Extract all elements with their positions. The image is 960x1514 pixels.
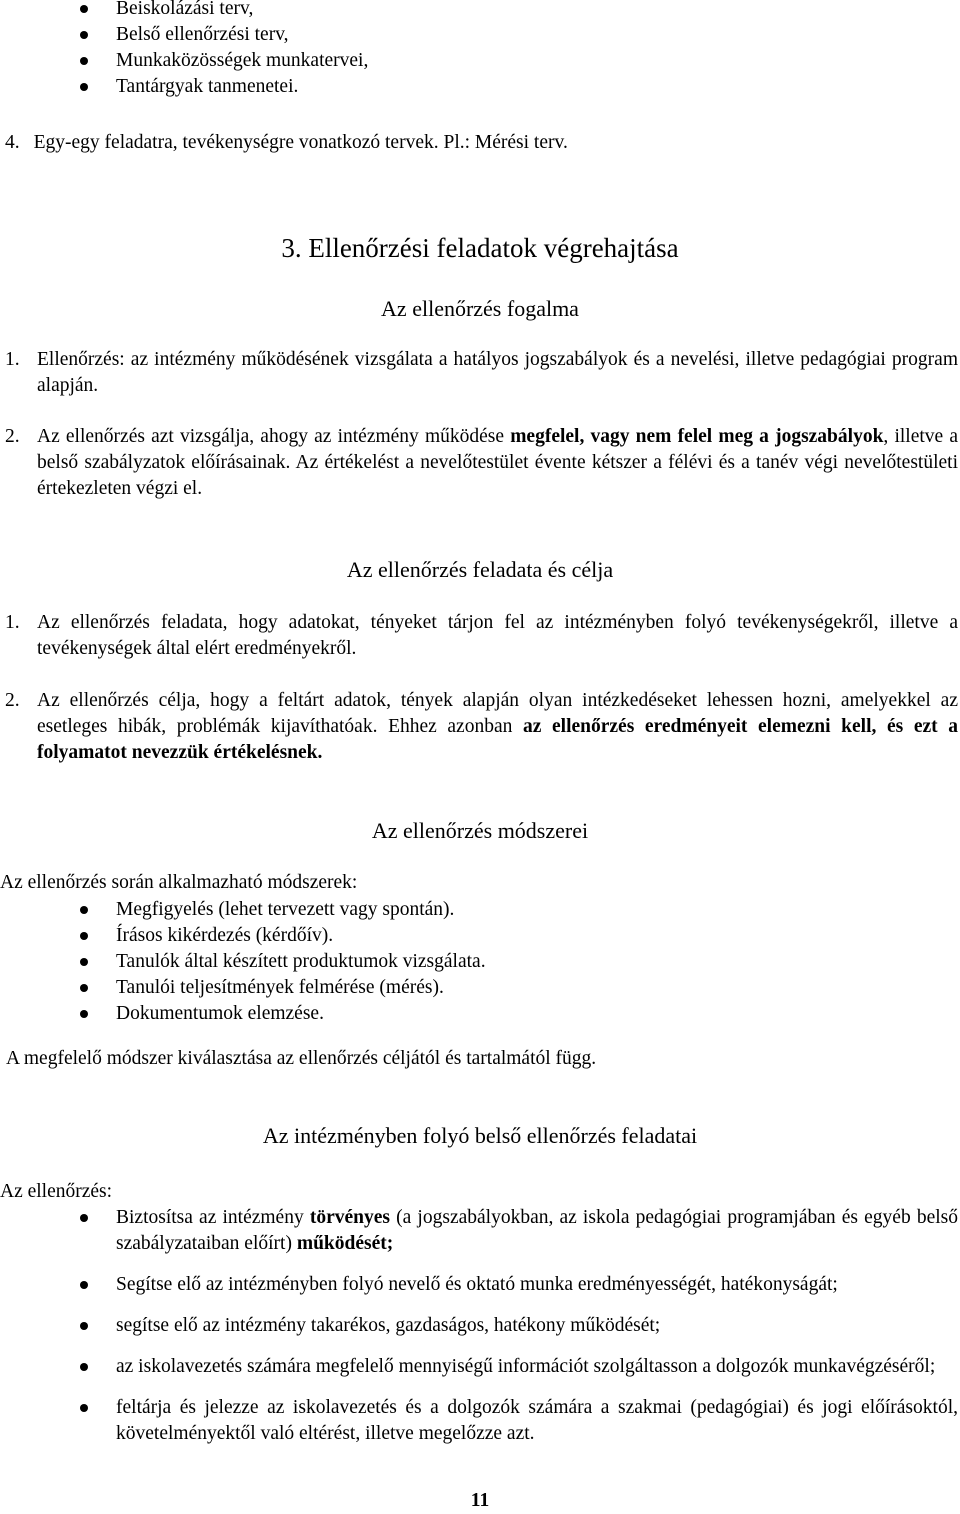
bullet-icon [80, 57, 88, 65]
list-item: Írásos kikérdezés (kérdőív). [0, 923, 960, 949]
bullet-icon [80, 31, 88, 39]
bullet-icon [80, 906, 88, 914]
section-title-fogalma: Az ellenőrzés fogalma [381, 296, 579, 321]
list-item: Megfigyelés (lehet tervezett vagy spontán). [0, 897, 960, 923]
paragraph-fogalma-1: 1. Ellenőrzés: az intézmény működésének vizsgálata a hatályos jogszabályok és a nevelési, illetve pedagógiai program alapján. [5, 349, 958, 396]
list-item: segítse elő az intézmény takarékos, gazdaságos, hatékony működését; [0, 1313, 960, 1339]
list-item: Tanulók által készített produktumok vizsgálata. [0, 949, 960, 975]
numbered-item-4: 4. Egy-egy feladatra, tevékenységre vonatkozó tervek. Pl.: Mérési terv. [5, 132, 568, 153]
chapter-title: 3. Ellenőrzési feladatok végrehajtása [281, 233, 679, 263]
paragraph-fogalma-2: 2. Az ellenőrzés azt vizsgálja, ahogy az intézmény működése megfelel, vagy nem felel meg a jogszabályok, illetve a belső szabályzatok előírásainak. Az értékelést a nevelőtestület évente kétszer a félévi és a tanév végi nevelőtestületi értekezleten végzi el. [5, 426, 958, 499]
list-item: Tantárgyak tanmenetei. [0, 74, 960, 100]
page-number: 11 [470, 1490, 490, 1511]
section-title-feladata-celja: Az ellenőrzés feladata és célja [346, 557, 614, 582]
bullet-icon [80, 984, 88, 992]
methods-intro: Az ellenőrzés során alkalmazható módszerek: [0, 872, 358, 893]
list-item: Beiskolázási terv, [0, 0, 960, 22]
list-item: Munkaközösségek munkatervei, [0, 48, 960, 74]
bullet-icon [80, 1281, 88, 1289]
bullet-icon [80, 1363, 88, 1371]
section-title-modszerei: Az ellenőrzés módszerei [371, 818, 589, 843]
paragraph-feladata-1: 1. Az ellenőrzés feladata, hogy adatokat, tényeket tárjon fel az intézményben folyó tevékenységekről, illetve a tevékenységek által elért eredményekről. [5, 612, 958, 659]
list-item: Biztosítsa az intézmény törvényes (a jogszabályokban, az iskola pedagógiai programjában és egyéb belső szabályzataiban előírt) működését; [0, 1205, 960, 1257]
methods-list [0, 897, 960, 1027]
bullet-icon [80, 958, 88, 966]
list-item: Dokumentumok elemzése. [0, 1001, 960, 1027]
tasks-list [0, 1205, 960, 1447]
list-item: feltárja és jelezze az iskolavezetés és a dolgozók számára a szakmai (pedagógiai) és jogi előírásoktól, követelményektől való eltérést, illetve megelőzze azt. [0, 1395, 960, 1447]
list-item: Belső ellenőrzési terv, [0, 22, 960, 48]
bullet-icon [80, 1214, 88, 1222]
bullet-icon [80, 5, 88, 13]
tasks-intro: Az ellenőrzés: [0, 1181, 113, 1202]
list-item: az iskolavezetés számára megfelelő mennyiségű információt szolgáltasson a dolgozók munkavégzéséről; [0, 1354, 960, 1380]
list-item: Segítse elő az intézményben folyó nevelő és oktató munka eredményességét, hatékonyságát; [0, 1272, 960, 1298]
bullet-icon [80, 1404, 88, 1412]
list-item: Tanulói teljesítmények felmérése (mérés). [0, 975, 960, 1001]
bullet-icon [80, 1010, 88, 1018]
bullet-icon [80, 932, 88, 940]
bullet-icon [80, 1322, 88, 1330]
section-title-belso-ellenorzes: Az intézményben folyó belső ellenőrzés feladatai [262, 1123, 698, 1148]
bullet-icon [80, 83, 88, 91]
top-bullet-list [0, 0, 960, 100]
paragraph-celja-2: 2. Az ellenőrzés célja, hogy a feltárt adatok, tények alapján olyan intézkedéseket lehessen hozni, amelyekkel az esetleges hibák, problémák kijavíthatóak. Ehhez azonban az ellenőrzés eredményeit elemezni kell, és ezt a folyamatot nevezzük értékelésnek. [5, 690, 958, 763]
methods-closing: A megfelelő módszer kiválasztása az ellenőrzés céljától és tartalmától függ. [6, 1048, 597, 1069]
